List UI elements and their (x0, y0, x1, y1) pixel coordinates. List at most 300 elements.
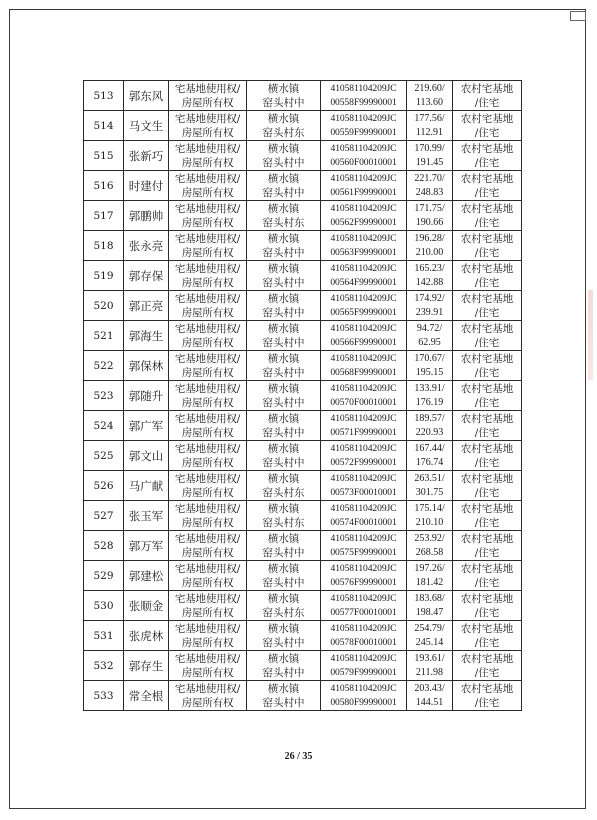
table-row (84, 381, 522, 411)
cell-land-use (453, 651, 522, 681)
cell-unit-code-line: 00579F99990001 (330, 666, 397, 678)
cell-number: 526 (84, 471, 124, 501)
cell-unit-code (321, 291, 407, 321)
cell-area-line: 253.92/ (414, 532, 445, 544)
cell-owner-name: 张永亮 (124, 231, 169, 261)
cell-land-use-line: /住宅 (474, 216, 500, 229)
cell-land-use (453, 591, 522, 621)
cell-unit-code (321, 201, 407, 231)
cell-number: 533 (84, 681, 124, 711)
cell-owner-name: 郭文山 (124, 441, 169, 471)
cell-location (247, 591, 321, 621)
cell-land-use (453, 141, 522, 171)
cell-area-line: 197.26/ (414, 562, 445, 574)
cell-location-line: 窑头村中 (262, 576, 305, 589)
cell-area (407, 351, 453, 381)
cell-area-line: 183.68/ (414, 592, 445, 604)
cell-owner-name: 郭海生 (124, 321, 169, 351)
cell-area-line: 174.92/ (414, 292, 445, 304)
cell-area-line: 203.43/ (414, 682, 445, 694)
cell-location-line: 横水镇 (267, 412, 300, 425)
cell-unit-code-line: 410581104209JC (330, 292, 397, 304)
cell-right-type-line: 宅基地使用权/ (174, 352, 241, 365)
cell-owner-name: 马广献 (124, 471, 169, 501)
cell-land-use-line: /住宅 (474, 606, 500, 619)
cell-right-type-line: 房屋所有权 (181, 306, 234, 319)
cell-unit-code (321, 591, 407, 621)
cell-unit-code-line: 410581104209JC (330, 82, 397, 94)
cell-area-line: 112.91 (415, 126, 444, 138)
cell-location (247, 141, 321, 171)
cell-right-type-line: 房屋所有权 (181, 636, 234, 649)
table-row (84, 261, 522, 291)
cell-right-type (169, 471, 247, 501)
cell-area-line: 177.56/ (414, 112, 445, 124)
cell-unit-code (321, 231, 407, 261)
cell-land-use-line: /住宅 (474, 486, 500, 499)
cell-area (407, 171, 453, 201)
cell-right-type-line: 房屋所有权 (181, 576, 234, 589)
cell-right-type (169, 261, 247, 291)
cell-land-use-line: 农村宅基地 (460, 682, 514, 695)
cell-unit-code (321, 621, 407, 651)
cell-area-line: 193.61/ (414, 652, 445, 664)
cell-land-use (453, 621, 522, 651)
cell-location-line: 横水镇 (267, 472, 300, 485)
cell-land-use (453, 501, 522, 531)
cell-right-type (169, 231, 247, 261)
cell-land-use-line: 农村宅基地 (460, 82, 514, 95)
cell-location (247, 171, 321, 201)
cell-location (247, 291, 321, 321)
cell-land-use-line: 农村宅基地 (460, 172, 514, 185)
cell-location-line: 窑头村中 (262, 396, 305, 409)
cell-land-use (453, 381, 522, 411)
cell-right-type-line: 宅基地使用权/ (174, 562, 241, 575)
cell-area-line: 176.19 (415, 396, 444, 408)
cell-location (247, 681, 321, 711)
table-row (84, 651, 522, 681)
cell-land-use-line: 农村宅基地 (460, 142, 514, 155)
cell-area-line: 221.70/ (414, 172, 445, 184)
cell-land-use-line: /住宅 (474, 396, 500, 409)
cell-location (247, 471, 321, 501)
cell-right-type-line: 宅基地使用权/ (174, 262, 241, 275)
cell-right-type (169, 321, 247, 351)
cell-number: 528 (84, 531, 124, 561)
cell-land-use (453, 531, 522, 561)
cell-right-type-line: 宅基地使用权/ (174, 292, 241, 305)
cell-area-line: 301.75 (415, 486, 444, 498)
cell-right-type (169, 561, 247, 591)
cell-location-line: 横水镇 (267, 112, 300, 125)
cell-area-line: 142.88 (415, 276, 444, 288)
cell-location (247, 621, 321, 651)
cell-land-use (453, 441, 522, 471)
cell-location-line: 横水镇 (267, 352, 300, 365)
cell-area-line: 191.45 (415, 156, 444, 168)
cell-right-type-line: 房屋所有权 (181, 606, 234, 619)
cell-number: 514 (84, 111, 124, 141)
cell-area (407, 501, 453, 531)
cell-location-line: 窑头村中 (262, 366, 305, 379)
cell-area (407, 411, 453, 441)
cell-right-type (169, 381, 247, 411)
cell-unit-code-line: 410581104209JC (330, 412, 397, 424)
cell-unit-code-line: 00571F99990001 (330, 426, 397, 438)
cell-right-type-line: 房屋所有权 (181, 366, 234, 379)
cell-land-use-line: /住宅 (474, 156, 500, 169)
cell-land-use-line: 农村宅基地 (460, 532, 514, 545)
cell-area (407, 441, 453, 471)
cell-number: 524 (84, 411, 124, 441)
cell-number: 522 (84, 351, 124, 381)
cell-area (407, 561, 453, 591)
cell-unit-code (321, 411, 407, 441)
cell-owner-name: 张顺金 (124, 591, 169, 621)
cell-right-type-line: 宅基地使用权/ (174, 652, 241, 665)
cell-unit-code-line: 410581104209JC (330, 322, 397, 334)
cell-right-type-line: 宅基地使用权/ (174, 592, 241, 605)
cell-number: 520 (84, 291, 124, 321)
cell-area-line: 195.15 (415, 366, 444, 378)
table-row (84, 621, 522, 651)
cell-right-type (169, 531, 247, 561)
cell-owner-name: 郭存保 (124, 261, 169, 291)
cell-area (407, 141, 453, 171)
table-row (84, 561, 522, 591)
cell-right-type-line: 房屋所有权 (181, 396, 234, 409)
cell-location (247, 351, 321, 381)
cell-unit-code-line: 00559F99990001 (330, 126, 397, 138)
cell-land-use (453, 201, 522, 231)
cell-land-use-line: 农村宅基地 (460, 412, 514, 425)
cell-land-use-line: /住宅 (474, 576, 500, 589)
cell-number: 513 (84, 81, 124, 111)
cell-unit-code-line: 410581104209JC (330, 352, 397, 364)
cell-location (247, 231, 321, 261)
cell-area-line: 165.23/ (414, 262, 445, 274)
cell-right-type (169, 501, 247, 531)
cell-location-line: 横水镇 (267, 322, 300, 335)
cell-unit-code-line: 410581104209JC (330, 622, 397, 634)
cell-right-type (169, 141, 247, 171)
cell-land-use-line: /住宅 (474, 126, 500, 139)
cell-location-line: 窑头村中 (262, 306, 305, 319)
cell-location-line: 窑头村中 (262, 276, 305, 289)
cell-area-line: 196.28/ (414, 232, 445, 244)
cell-area-line: 176.74 (415, 456, 444, 468)
table-row (84, 591, 522, 621)
cell-right-type (169, 621, 247, 651)
cell-land-use-line: /住宅 (474, 426, 500, 439)
cell-owner-name: 马文生 (124, 111, 169, 141)
cell-unit-code-line: 00563F99990001 (330, 246, 397, 258)
cell-owner-name: 郭建松 (124, 561, 169, 591)
cell-number: 527 (84, 501, 124, 531)
cell-location (247, 261, 321, 291)
cell-unit-code-line: 00565F99990001 (330, 306, 397, 318)
cell-land-use (453, 561, 522, 591)
cell-area (407, 111, 453, 141)
page-number: 26 / 35 (284, 751, 313, 762)
cell-number: 516 (84, 171, 124, 201)
cell-right-type-line: 房屋所有权 (181, 186, 234, 199)
cell-unit-code-line: 00564F99990001 (330, 276, 397, 288)
cell-land-use-line: 农村宅基地 (460, 622, 514, 635)
edge-stamp-mark (588, 290, 593, 380)
cell-area (407, 591, 453, 621)
cell-right-type (169, 411, 247, 441)
cell-land-use (453, 111, 522, 141)
cell-area-line: 263.51/ (414, 472, 445, 484)
cell-unit-code-line: 00577F00010001 (330, 606, 397, 618)
cell-right-type-line: 宅基地使用权/ (174, 532, 241, 545)
cell-land-use-line: /住宅 (474, 306, 500, 319)
cell-location (247, 411, 321, 441)
cell-location-line: 窑头村中 (262, 426, 305, 439)
cell-location-line: 横水镇 (267, 502, 300, 515)
cell-unit-code-line: 410581104209JC (330, 442, 397, 454)
cell-location (247, 651, 321, 681)
cell-area (407, 531, 453, 561)
cell-location-line: 窑头村中 (262, 666, 305, 679)
cell-unit-code-line: 410581104209JC (330, 562, 397, 574)
cell-right-type-line: 宅基地使用权/ (174, 502, 241, 515)
cell-land-use-line: 农村宅基地 (460, 592, 514, 605)
cell-unit-code (321, 561, 407, 591)
table-row (84, 531, 522, 561)
cell-right-type-line: 房屋所有权 (181, 486, 234, 499)
cell-location-line: 窑头村东 (262, 126, 305, 139)
cell-land-use-line: 农村宅基地 (460, 322, 514, 335)
table-row (84, 471, 522, 501)
cell-unit-code (321, 81, 407, 111)
cell-area (407, 471, 453, 501)
cell-area-line: 144.51 (415, 696, 444, 708)
cell-land-use (453, 231, 522, 261)
cell-location (247, 321, 321, 351)
cell-area-line: 190.66 (415, 216, 444, 228)
cell-land-use-line: 农村宅基地 (460, 292, 514, 305)
cell-number: 530 (84, 591, 124, 621)
cell-unit-code-line: 410581104209JC (330, 532, 397, 544)
cell-area (407, 81, 453, 111)
cell-unit-code-line: 410581104209JC (330, 592, 397, 604)
cell-area-line: 175.14/ (414, 502, 445, 514)
cell-right-type-line: 宅基地使用权/ (174, 322, 241, 335)
table-row (84, 411, 522, 441)
cell-owner-name: 郭保林 (124, 351, 169, 381)
cell-land-use-line: /住宅 (474, 246, 500, 259)
cell-right-type (169, 111, 247, 141)
cell-area-line: 94.72/ (416, 322, 443, 334)
cell-unit-code (321, 381, 407, 411)
cell-right-type-line: 宅基地使用权/ (174, 472, 241, 485)
cell-land-use-line: /住宅 (474, 696, 500, 709)
cell-location-line: 窑头村中 (262, 156, 305, 169)
cell-right-type-line: 房屋所有权 (181, 516, 234, 529)
cell-number: 525 (84, 441, 124, 471)
cell-location-line: 窑头村中 (262, 696, 305, 709)
cell-right-type-line: 房屋所有权 (181, 156, 234, 169)
cell-unit-code (321, 501, 407, 531)
cell-owner-name: 张虎林 (124, 621, 169, 651)
cell-unit-code-line: 00575F99990001 (330, 546, 397, 558)
cell-land-use-line: 农村宅基地 (460, 352, 514, 365)
cell-number: 532 (84, 651, 124, 681)
cell-right-type-line: 房屋所有权 (181, 126, 234, 139)
cell-location-line: 窑头村东 (262, 216, 305, 229)
cell-unit-code-line: 00573F00010001 (330, 486, 397, 498)
cell-right-type (169, 201, 247, 231)
cell-area-line: 219.60/ (414, 82, 445, 94)
cell-unit-code (321, 111, 407, 141)
cell-right-type-line: 房屋所有权 (181, 546, 234, 559)
cell-right-type-line: 宅基地使用权/ (174, 382, 241, 395)
cell-location-line: 窑头村中 (262, 186, 305, 199)
cell-land-use-line: /住宅 (474, 456, 500, 469)
cell-owner-name: 郭存生 (124, 651, 169, 681)
cell-unit-code-line: 410581104209JC (330, 682, 397, 694)
cell-area-line: 268.58 (415, 546, 444, 558)
cell-owner-name: 郭随升 (124, 381, 169, 411)
cell-unit-code-line: 410581104209JC (330, 142, 397, 154)
cell-land-use-line: 农村宅基地 (460, 472, 514, 485)
cell-location (247, 531, 321, 561)
cell-location-line: 窑头村东 (262, 486, 305, 499)
corner-mark (570, 11, 586, 21)
cell-land-use-line: 农村宅基地 (460, 652, 514, 665)
cell-location-line: 窑头村中 (262, 336, 305, 349)
cell-number: 523 (84, 381, 124, 411)
cell-land-use-line: 农村宅基地 (460, 562, 514, 575)
cell-unit-code-line: 00566F99990001 (330, 336, 397, 348)
cell-unit-code-line: 00558F99990001 (330, 96, 397, 108)
cell-land-use-line: /住宅 (474, 276, 500, 289)
cell-land-use-line: 农村宅基地 (460, 232, 514, 245)
table-row (84, 351, 522, 381)
cell-unit-code-line: 00561F99990001 (330, 186, 397, 198)
cell-unit-code (321, 531, 407, 561)
cell-location-line: 横水镇 (267, 532, 300, 545)
cell-location-line: 窑头村中 (262, 636, 305, 649)
cell-location-line: 横水镇 (267, 442, 300, 455)
cell-land-use-line: /住宅 (474, 186, 500, 199)
cell-area-line: 254.79/ (414, 622, 445, 634)
registration-table (83, 80, 522, 711)
cell-number: 517 (84, 201, 124, 231)
cell-location-line: 窑头村中 (262, 546, 305, 559)
cell-right-type-line: 宅基地使用权/ (174, 232, 241, 245)
table-body (84, 81, 522, 711)
cell-location-line: 横水镇 (267, 682, 300, 695)
cell-area (407, 651, 453, 681)
cell-land-use-line: /住宅 (474, 96, 500, 109)
cell-owner-name: 时建付 (124, 171, 169, 201)
table-row (84, 81, 522, 111)
cell-location (247, 381, 321, 411)
cell-owner-name: 郭东风 (124, 81, 169, 111)
cell-number: 529 (84, 561, 124, 591)
cell-unit-code (321, 471, 407, 501)
cell-unit-code (321, 681, 407, 711)
cell-area (407, 231, 453, 261)
table-row (84, 501, 522, 531)
cell-area (407, 381, 453, 411)
cell-right-type-line: 宅基地使用权/ (174, 412, 241, 425)
cell-owner-name: 郭万军 (124, 531, 169, 561)
cell-unit-code (321, 441, 407, 471)
cell-area-line: 167.44/ (414, 442, 445, 454)
cell-right-type-line: 房屋所有权 (181, 336, 234, 349)
cell-right-type (169, 681, 247, 711)
cell-unit-code-line: 410581104209JC (330, 502, 397, 514)
cell-location-line: 横水镇 (267, 382, 300, 395)
cell-right-type (169, 591, 247, 621)
cell-unit-code (321, 141, 407, 171)
cell-land-use (453, 411, 522, 441)
cell-land-use-line: 农村宅基地 (460, 202, 514, 215)
cell-owner-name: 张玉军 (124, 501, 169, 531)
cell-unit-code-line: 00572F99990001 (330, 456, 397, 468)
cell-location (247, 201, 321, 231)
cell-unit-code-line: 00578F00010001 (330, 636, 397, 648)
cell-number: 521 (84, 321, 124, 351)
cell-area-line: 62.95 (418, 336, 441, 348)
cell-land-use (453, 471, 522, 501)
cell-land-use-line: /住宅 (474, 546, 500, 559)
cell-unit-code (321, 651, 407, 681)
table-row (84, 681, 522, 711)
table-row (84, 291, 522, 321)
cell-unit-code (321, 351, 407, 381)
cell-area (407, 261, 453, 291)
cell-right-type-line: 房屋所有权 (181, 666, 234, 679)
cell-right-type-line: 房屋所有权 (181, 216, 234, 229)
cell-right-type-line: 房屋所有权 (181, 696, 234, 709)
cell-unit-code (321, 321, 407, 351)
cell-area-line: 170.67/ (414, 352, 445, 364)
cell-right-type-line: 宅基地使用权/ (174, 172, 241, 185)
cell-area-line: 171.75/ (414, 202, 445, 214)
cell-land-use-line: 农村宅基地 (460, 442, 514, 455)
cell-location-line: 横水镇 (267, 202, 300, 215)
cell-location (247, 501, 321, 531)
cell-location-line: 横水镇 (267, 652, 300, 665)
cell-land-use-line: 农村宅基地 (460, 502, 514, 515)
cell-unit-code-line: 410581104209JC (330, 472, 397, 484)
cell-location-line: 横水镇 (267, 172, 300, 185)
cell-location-line: 横水镇 (267, 262, 300, 275)
cell-right-type-line: 房屋所有权 (181, 96, 234, 109)
cell-right-type-line: 房屋所有权 (181, 246, 234, 259)
cell-right-type-line: 宅基地使用权/ (174, 622, 241, 635)
table-row (84, 111, 522, 141)
cell-land-use-line: /住宅 (474, 666, 500, 679)
cell-right-type-line: 宅基地使用权/ (174, 142, 241, 155)
cell-land-use-line: 农村宅基地 (460, 112, 514, 125)
cell-right-type-line: 房屋所有权 (181, 456, 234, 469)
cell-land-use (453, 291, 522, 321)
cell-unit-code-line: 00570F00010001 (330, 396, 397, 408)
cell-unit-code-line: 00576F99990001 (330, 576, 397, 588)
table-row (84, 441, 522, 471)
cell-area (407, 681, 453, 711)
cell-area-line: 210.00 (415, 246, 444, 258)
cell-right-type (169, 291, 247, 321)
cell-location-line: 窑头村中 (262, 456, 305, 469)
